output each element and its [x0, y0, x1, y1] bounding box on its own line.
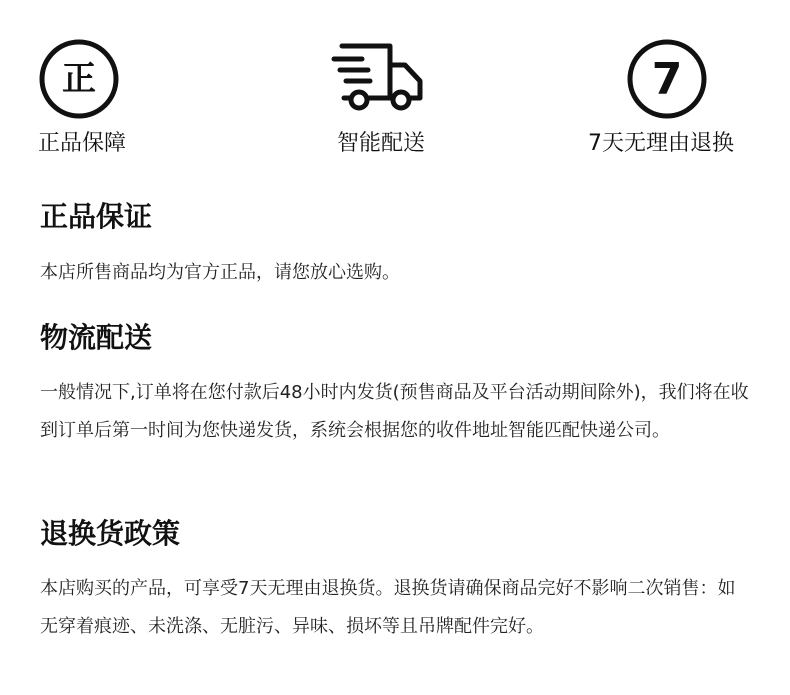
section-title-shipping: 物流配送	[40, 321, 153, 354]
delivery-truck-icon	[330, 38, 425, 120]
seven-day-return-icon	[626, 38, 708, 120]
section-body-authentic: 本店所售商品均为官方正品，请您放心选购。	[40, 262, 400, 283]
feature-label-return: 7天无理由退换	[588, 131, 734, 156]
section-body-shipping: 一般情况下,订单将在您付款后48小时内发货(预售商品及平台活动期间除外)，我们将在收到订单后第一时间为您快递发货，系统会根据您的收件地址智能匹配快递公司。	[40, 382, 749, 441]
feature-row	[0, 38, 790, 163]
authentic-circle-icon	[38, 38, 120, 120]
authentic-icon-glyph: 正	[62, 59, 96, 99]
return-icon-glyph: 7	[651, 54, 683, 105]
section-title-authentic: 正品保证	[40, 200, 153, 233]
section-body-returns: 本店购买的产品，可享受7天无理由退换货。退换货请确保商品完好不影响二次销售：如无穿着痕迹、未洗涤、无脏污、异味、损坏等且吊牌配件完好。	[40, 578, 736, 637]
feature-label-authentic: 正品保障	[38, 131, 127, 156]
section-title-returns: 退换货政策	[40, 517, 181, 550]
feature-label-delivery: 智能配送	[337, 131, 426, 156]
